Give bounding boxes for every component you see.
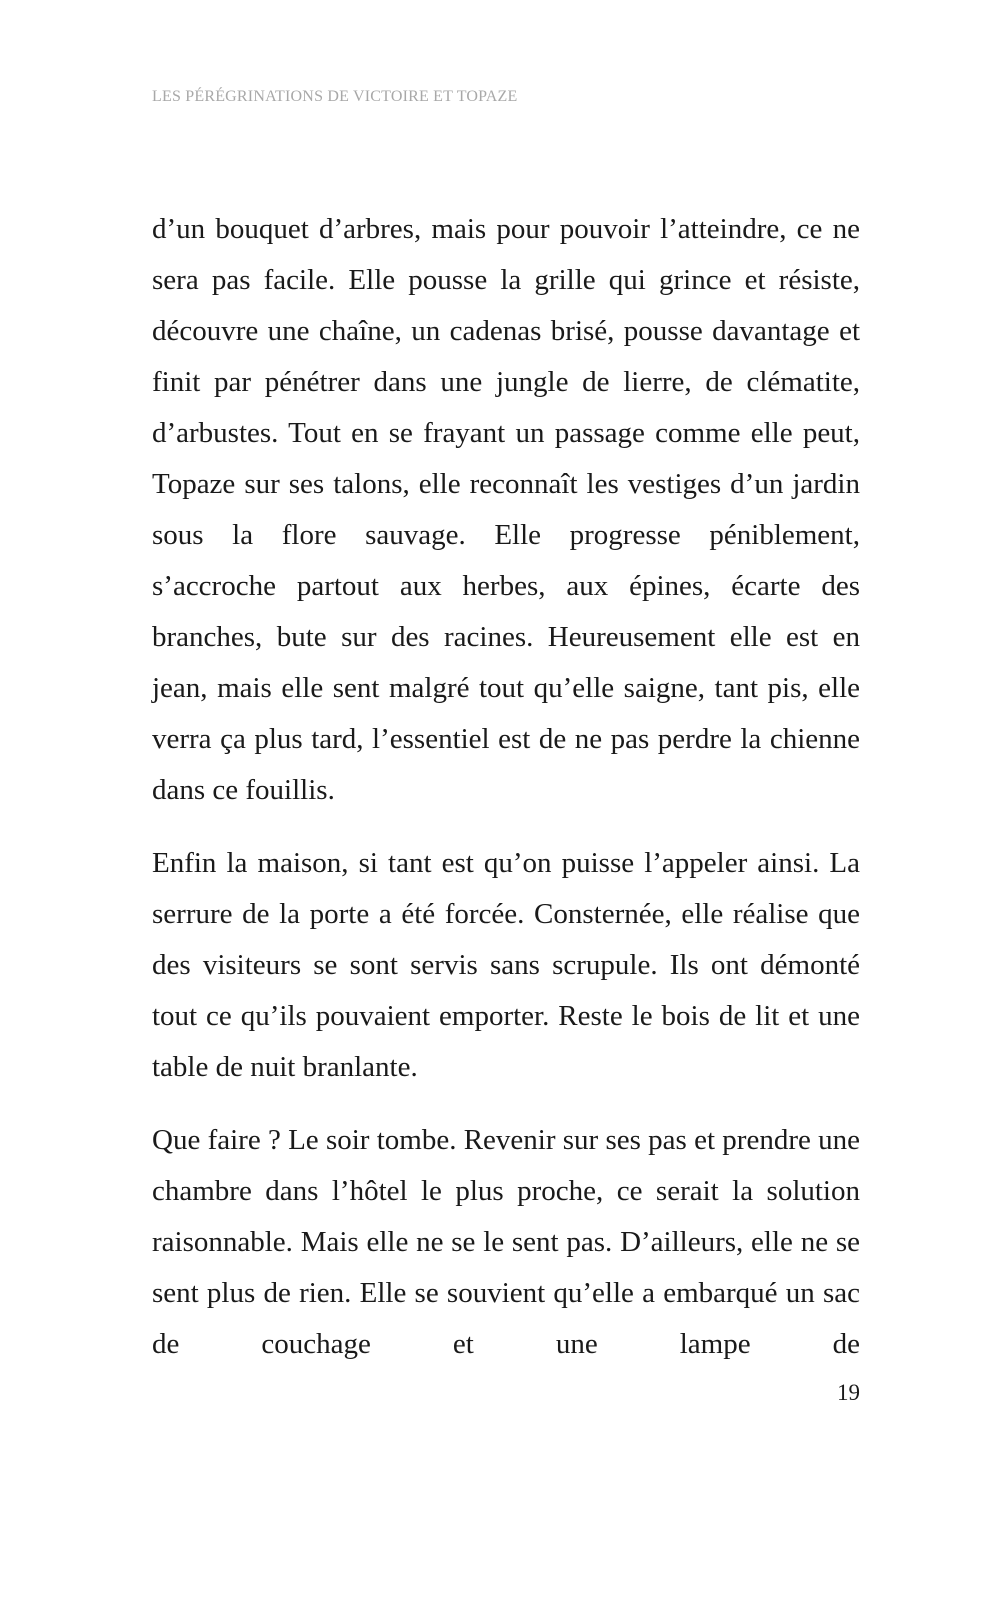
- body-text: [152, 204, 860, 1370]
- page-number: 19: [837, 1380, 860, 1405]
- running-header: LES PÉRÉGRINATIONS DE VICTOIRE ET TOPAZE: [152, 88, 518, 105]
- paragraph-2: Enfin la maison, si tant est qu’on puisse l’appeler ainsi. La serrure de la porte a été forcée. Consternée, elle réalise que des visiteurs se sont servis sans scrupule. Ils ont démonté tout ce qu’ils pouvaient emporter. Reste le bois de lit et une table de nuit branlante.: [152, 847, 860, 1083]
- paragraph-3: Que faire ? Le soir tombe. Revenir sur ses pas et prendre une chambre dans l’hôtel le plus proche, ce serait la solution raisonnable. Mais elle ne se le sent pas. D’ailleurs, elle ne se sent plus de rien. Elle se souvient qu’elle a embarqué un sac de couchage et une lampe de: [152, 1124, 860, 1360]
- paragraph-1: d’un bouquet d’arbres, mais pour pouvoir l’atteindre, ce ne sera pas facile. Elle pousse la grille qui grince et résiste, découvre une chaîne, un cadenas brisé, pousse davantage et finit par pénétrer dans une jungle de lierre, de clématite, d’arbustes. Tout en se frayant un passage comme elle peut, Topaze sur ses talons, elle reconnaît les vestiges d’un jardin sous la flore sauvage. Elle progresse péniblement, s’accroche partout aux herbes, aux épines, écarte des branches, bute sur des racines. Heureusement elle est en jean, mais elle sent malgré tout qu’elle saigne, tant pis, elle verra ça plus tard, l’essentiel est de ne pas perdre la chienne dans ce fouillis.: [152, 213, 860, 806]
